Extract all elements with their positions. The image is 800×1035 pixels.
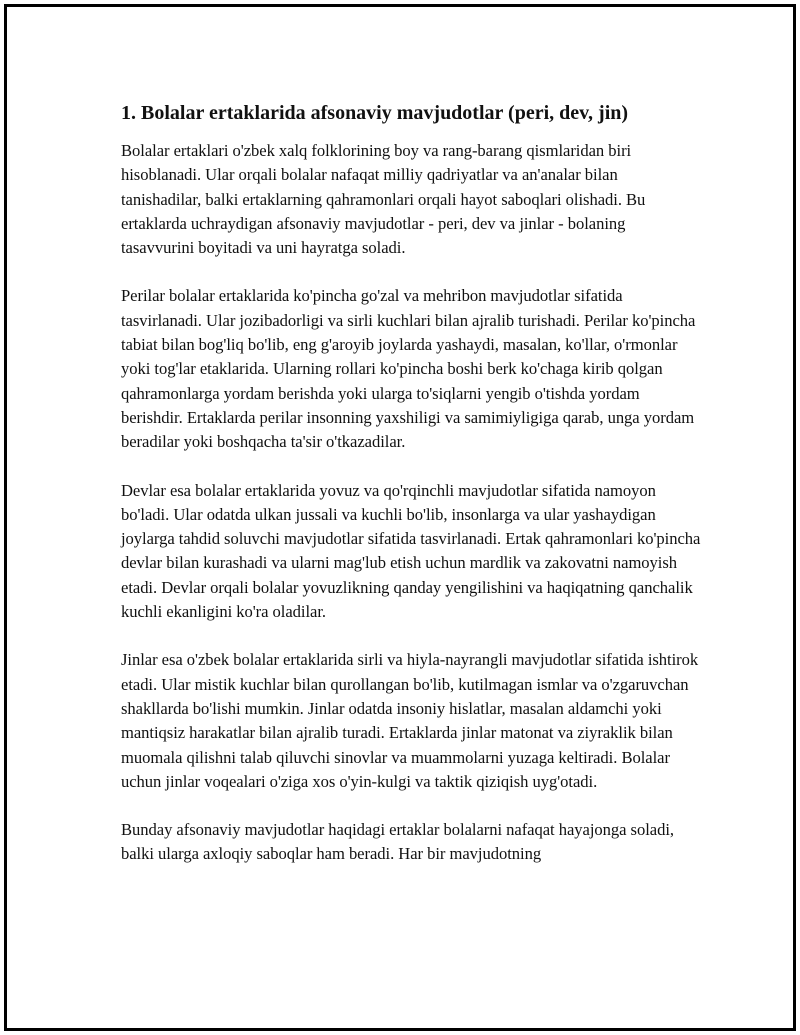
paragraph-jin: Jinlar esa o'zbek bolalar ertaklarida sirli va hiyla-nayrangli mavjudotlar sifatida ishtirok etadi. Ular mistik kuchlar bilan qurollangan bo'lib, kutilmagan ismlar va o'zgaruvchan shakllarda bo'lishi mumkin. Jinlar odatda insoniy hislatlar, masalan aldamchi yoki mantiqsiz harakatlar bilan ajralib turadi. Ertaklarda jinlar matonat va ziyraklik bilan muomala qilishni talab qiluvchi sinovlar va muammolarni yuzaga keltiradi. Bolalar uchun jinlar voqealari o'ziga xos o'yin-kulgi va taktik qiziqish uyg'otadi. xyxy=(121,650,699,791)
paragraph-peri: Perilar bolalar ertaklarida ko'pincha go'zal va mehribon mavjudotlar sifatida tasvirlanadi. Ular jozibadorligi va sirli kuchlari bilan ajralib turishadi. Perilar ko'pincha tabiat bilan bog'liq bo'lib, eng g'aroyib joylarda yashaydi, masalan, ko'llar, o'rmonlar yoki tog'lar etaklarida. Ularning rollari ko'pincha boshi berk ko'chaga kirib qolgan qahramonlarga yordam berishda yoki ularga to'siqlarni yengib o'tishda yordam berishdir. Ertaklarda perilar insonning yaxshiligi va samimiyligiga qarab, unga yordam beradilar yoki boshqacha ta'sir o'tkazadilar. xyxy=(121,286,696,452)
paragraph-dev: Devlar esa bolalar ertaklarida yovuz va qo'rqinchli mavjudotlar sifatida namoyon bo'ladi. Ular odatda ulkan jussali va kuchli bo'lib, insonlarga va ular yashaydigan joylarga tahdid soluvchi mavjudotlar sifatida tasvirlanadi. Ertak qahramonlari ko'pincha devlar bilan kurashadi va ularni mag'lub etish uchun mardlik va zakovatni namoyish etadi. Devlar orqali bolalar yovuzlikning qanday yengilishini va haqiqatning qanchalik kuchli ekanligini ko'ra oladilar. xyxy=(121,480,701,622)
paragraph-conclusion: Bunday afsonaviy mavjudotlar haqidagi ertaklar bolalarni nafaqat hayajonga soladi, balki ularga axloqiy saboqlar ham beradi. Har bir mavjudotning xyxy=(121,820,674,864)
paragraph-intro: Bolalar ertaklari o'zbek xalq folklorining boy va rang-barang qismlaridan biri hisoblanadi. Ular orqali bolalar nafaqat milliy qadriyatlar va an'analar bilan tanishadilar, balki ertaklarning qahramonlari orqali hayot saboqlari olishadi. Bu ertaklarda uchraydigan afsonaviy mavjudotlar - peri, dev va jinlar - bolaning tasavvurini boyitadi va uni hayratga soladi. xyxy=(121,141,646,258)
section-heading: 1. Bolalar ertaklarida afsonaviy mavjudotlar (peri, dev, jin) xyxy=(121,102,629,124)
document-body xyxy=(121,99,701,891)
page-frame xyxy=(4,4,796,1031)
